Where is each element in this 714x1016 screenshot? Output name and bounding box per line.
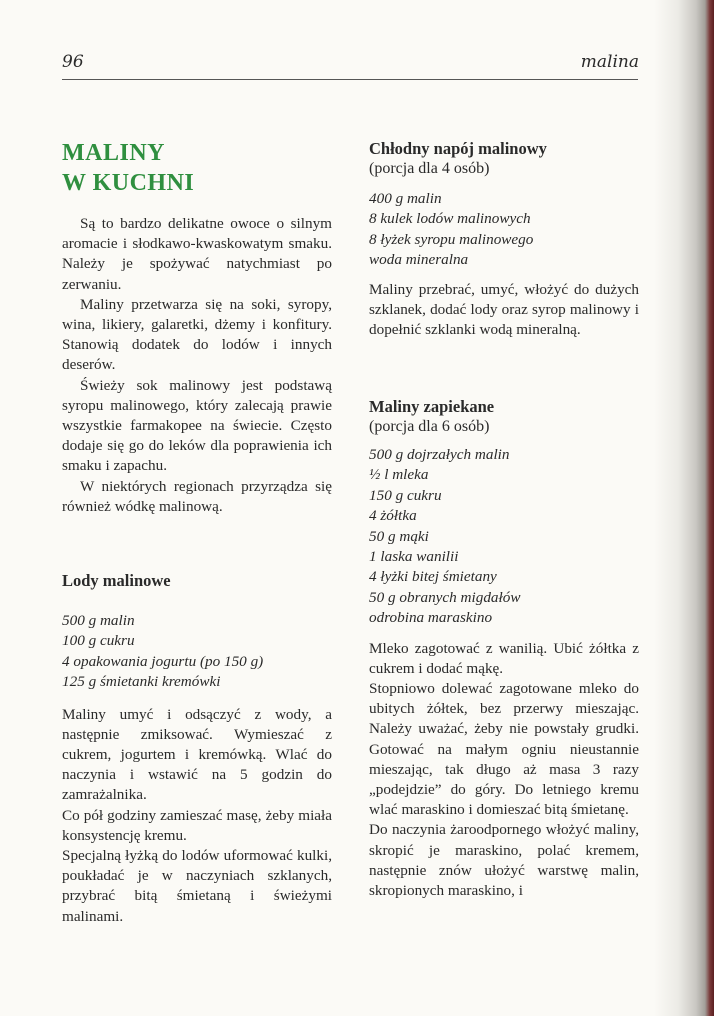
section-title bbox=[62, 138, 332, 198]
section-title-line-2: W KUCHNI bbox=[62, 170, 195, 196]
recipe-title: Maliny zapiekane bbox=[369, 397, 495, 416]
ingredient-item: woda mineralna bbox=[369, 251, 469, 269]
ingredient-item: ½ l mleka bbox=[369, 466, 429, 484]
ingredient-item: 50 g mąki bbox=[369, 527, 429, 545]
ingredient-item: 4 łyżki bitej śmietany bbox=[369, 568, 497, 586]
ingredient-item: 500 g dojrzałych malin bbox=[369, 446, 510, 463]
recipe-lody-malinowe bbox=[62, 570, 332, 927]
recipe-steps bbox=[369, 280, 639, 341]
ingredient-item: 1 laska wanilii bbox=[369, 548, 459, 566]
page-number: 96 bbox=[62, 52, 84, 72]
ingredient-item: 125 g śmietanki kremówki bbox=[62, 673, 221, 691]
recipe-step: Co pół godziny zamieszać masę, żeby miała konsystencję kremu. bbox=[62, 806, 332, 844]
recipe-step: Do naczynia żaroodpornego włożyć maliny, skropić je maraskino, polać kremem, następnie znów ułożyć warstwę malin, skropionych maraskino, i bbox=[369, 821, 639, 900]
ingredient-item: 50 g obranych migdałów bbox=[369, 588, 521, 606]
recipe-maliny-zapiekane bbox=[369, 396, 639, 901]
ingredient-list bbox=[369, 445, 639, 629]
page-header bbox=[62, 52, 639, 80]
recipe-title: Chłodny napój malinowy bbox=[369, 139, 547, 158]
ingredient-list bbox=[62, 611, 332, 693]
recipe-step: Maliny przebrać, umyć, włożyć do dużych szklanek, dodać lody oraz syrop malinowy i dopełnić szklanki wodą mineralną. bbox=[369, 280, 639, 339]
ingredient-item: 150 g cukru bbox=[369, 486, 442, 504]
ingredient-item: 8 łyżek syropu malinowego bbox=[369, 230, 534, 248]
section-title-line-1: MALINY bbox=[62, 140, 165, 166]
recipe-serving: (porcja dla 4 osób) bbox=[369, 160, 490, 177]
intro-paragraph: Świeży sok malinowy jest podstawą syropu malinowego, który zalecają prawie wszystkie farmakopee na świecie. Często dodaje się go do leków dla poprawienia ich smaku i zapachu. bbox=[62, 376, 332, 475]
intro-paragraph: Maliny przetwarza się na soki, syropy, wina, likiery, galaretki, dżemy i konfitury. Stanowią dodatek do lodów i innych deserów. bbox=[62, 295, 332, 374]
header-rule bbox=[62, 79, 638, 80]
running-head: malina bbox=[580, 52, 639, 72]
recipe-steps bbox=[369, 639, 639, 902]
ingredient-item: 500 g malin bbox=[62, 612, 135, 629]
ingredient-item: 100 g cukru bbox=[62, 632, 135, 650]
ingredient-item: 4 opakowania jogurtu (po 150 g) bbox=[62, 652, 264, 670]
ingredient-list bbox=[369, 189, 639, 271]
page-edge-shadow bbox=[654, 0, 714, 1016]
recipe-steps bbox=[62, 705, 332, 927]
recipe-step: Stopniowo dolewać zagotowane mleko do ubitych żółtek, bez przerwy mieszając. Należy uważać, żeby nie powstały grudki. Gotować na małym ogniu nieustannie mieszając, tak długo aż masa 3 razy „podejdzie” do góry. Do letniego kremu wlać maraskino i domieszać bitą śmietanę. bbox=[369, 680, 639, 819]
recipe-title: Lody malinowe bbox=[62, 571, 171, 590]
ingredient-item: odrobina maraskino bbox=[369, 609, 493, 627]
intro-paragraph: Są to bardzo delikatne owoce o silnym aromacie i słodkawo-kwaskowatym smaku. Należy je spożywać natychmiast po zerwaniu. bbox=[62, 215, 332, 293]
recipe-step: Maliny umyć i odsączyć z wody, a następnie zmiksować. Wymieszać z cukrem, jogurtem i kremówką. Wlać do naczynia i wstawić na 5 godzin do zamrażalnika. bbox=[62, 705, 332, 804]
recipe-step: Mleko zagotować z wanilią. Ubić żółtka z cukrem i dodać mąkę. bbox=[369, 639, 639, 677]
ingredient-item: 4 żółtka bbox=[369, 507, 417, 525]
recipe-step: Specjalną łyżką do lodów uformować kulki, poukładać je w naczyniach szklanych, przybrać bitą śmietaną i świeżymi malinami. bbox=[62, 847, 332, 925]
recipe-serving: (porcja dla 6 osób) bbox=[369, 418, 490, 435]
ingredient-item: 8 kulek lodów malinowych bbox=[369, 210, 531, 228]
recipe-chlodny-napoj bbox=[369, 138, 639, 340]
ingredient-item: 400 g malin bbox=[369, 190, 442, 207]
intro-text bbox=[62, 214, 332, 517]
intro-paragraph: W niektórych regionach przyrządza się również wódkę malinową. bbox=[62, 477, 332, 515]
